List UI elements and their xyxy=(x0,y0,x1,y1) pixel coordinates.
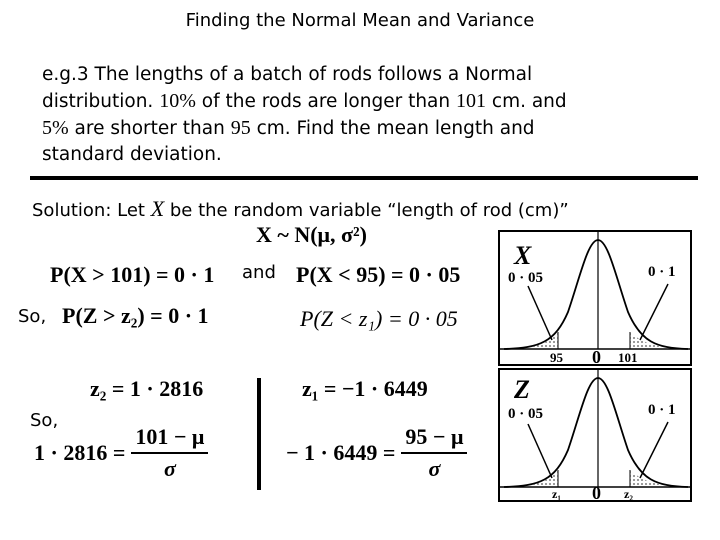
and-text: and xyxy=(242,262,276,283)
graph-var-label: X xyxy=(514,241,532,270)
equation-p-x-greater: P(X > 101) = 0 · 1 xyxy=(50,262,215,287)
right-tick-label: 101 xyxy=(618,350,638,364)
slide-title: Finding the Normal Mean and Variance xyxy=(185,10,535,31)
fraction-bar xyxy=(131,452,208,454)
problem-text: cm. Find the mean length and xyxy=(250,118,535,139)
solution-text: be the random variable “length of rod (cm)” xyxy=(164,200,569,221)
normal-curve-z-graph xyxy=(498,368,692,502)
right-tail-shading xyxy=(630,332,672,348)
left-probability-label: 0 · 05 xyxy=(508,406,544,422)
equation-lhs: 1 · 2816 = xyxy=(34,440,126,465)
left-tail-shading xyxy=(520,332,558,348)
z1-value: z₁ = −1 · 6449 xyxy=(302,376,428,401)
solution-intro xyxy=(32,196,569,222)
left-probability-label: 0 · 05 xyxy=(508,270,544,286)
problem-text: cm. and xyxy=(486,91,567,112)
length-value: 101 xyxy=(456,90,487,112)
equation-p-z-less: P(Z < z₁) = 0 · 05 xyxy=(300,306,458,331)
right-tail-shading xyxy=(630,470,672,486)
percent-value: 10% xyxy=(159,90,196,112)
normal-curve-z-svg xyxy=(500,370,690,500)
left-tick-label: z₁ xyxy=(552,487,561,500)
left-pointer-line xyxy=(528,424,552,478)
normal-curve-x-graph xyxy=(498,230,692,366)
right-probability-label: 0 · 1 xyxy=(648,264,676,280)
fraction xyxy=(131,424,208,482)
length-value: 95 xyxy=(230,117,251,139)
z2-value: z₂ = 1 · 2816 xyxy=(90,376,204,401)
problem-line-1: e.g.3 The lengths of a batch of rods follows a Normal xyxy=(42,64,533,85)
fraction-denominator: σ xyxy=(163,456,176,481)
equation-p-x-less: P(X < 95) = 0 · 05 xyxy=(296,262,461,287)
left-tick-label: 95 xyxy=(550,350,563,364)
problem-line-4: standard deviation. xyxy=(42,144,222,165)
fraction xyxy=(401,424,467,482)
so-label-2: So, xyxy=(30,410,59,431)
normal-curve-x-svg xyxy=(500,232,690,364)
distribution-statement: X ~ N(μ, σ²) xyxy=(256,222,367,247)
solution-label: Solution: Let xyxy=(32,200,151,221)
equation-z1-standardised xyxy=(286,424,467,482)
problem-line-3 xyxy=(42,115,692,142)
center-tick-label: 0 xyxy=(592,483,601,500)
fraction-denominator: σ xyxy=(428,456,441,481)
fraction-bar xyxy=(401,452,467,454)
right-pointer-line xyxy=(640,422,668,478)
problem-text: are shorter than xyxy=(68,118,231,139)
equation-lhs: − 1 · 6449 = xyxy=(286,440,396,465)
problem-statement xyxy=(42,62,692,168)
right-tick-label: z₂ xyxy=(624,487,633,500)
fraction-numerator: 101 − μ xyxy=(135,424,205,449)
right-pointer-line xyxy=(640,284,668,340)
fraction-numerator: 95 − μ xyxy=(405,424,464,449)
column-divider xyxy=(257,378,261,490)
graph-var-label: Z xyxy=(514,375,530,404)
right-probability-label: 0 · 1 xyxy=(648,402,676,418)
divider-line xyxy=(30,176,698,180)
problem-line-2 xyxy=(42,88,692,115)
so-label-1: So, xyxy=(18,306,47,327)
left-pointer-line xyxy=(528,286,552,340)
equation-p-z-greater: P(Z > z₂) = 0 · 1 xyxy=(62,303,209,328)
percent-value: 5% xyxy=(42,117,69,139)
center-tick-label: 0 xyxy=(592,347,601,364)
left-tail-shading xyxy=(520,470,558,486)
equation-z2-standardised xyxy=(34,424,208,482)
problem-text: distribution. xyxy=(42,91,160,112)
random-variable: X xyxy=(150,196,165,221)
problem-text: of the rods are longer than xyxy=(195,91,457,112)
